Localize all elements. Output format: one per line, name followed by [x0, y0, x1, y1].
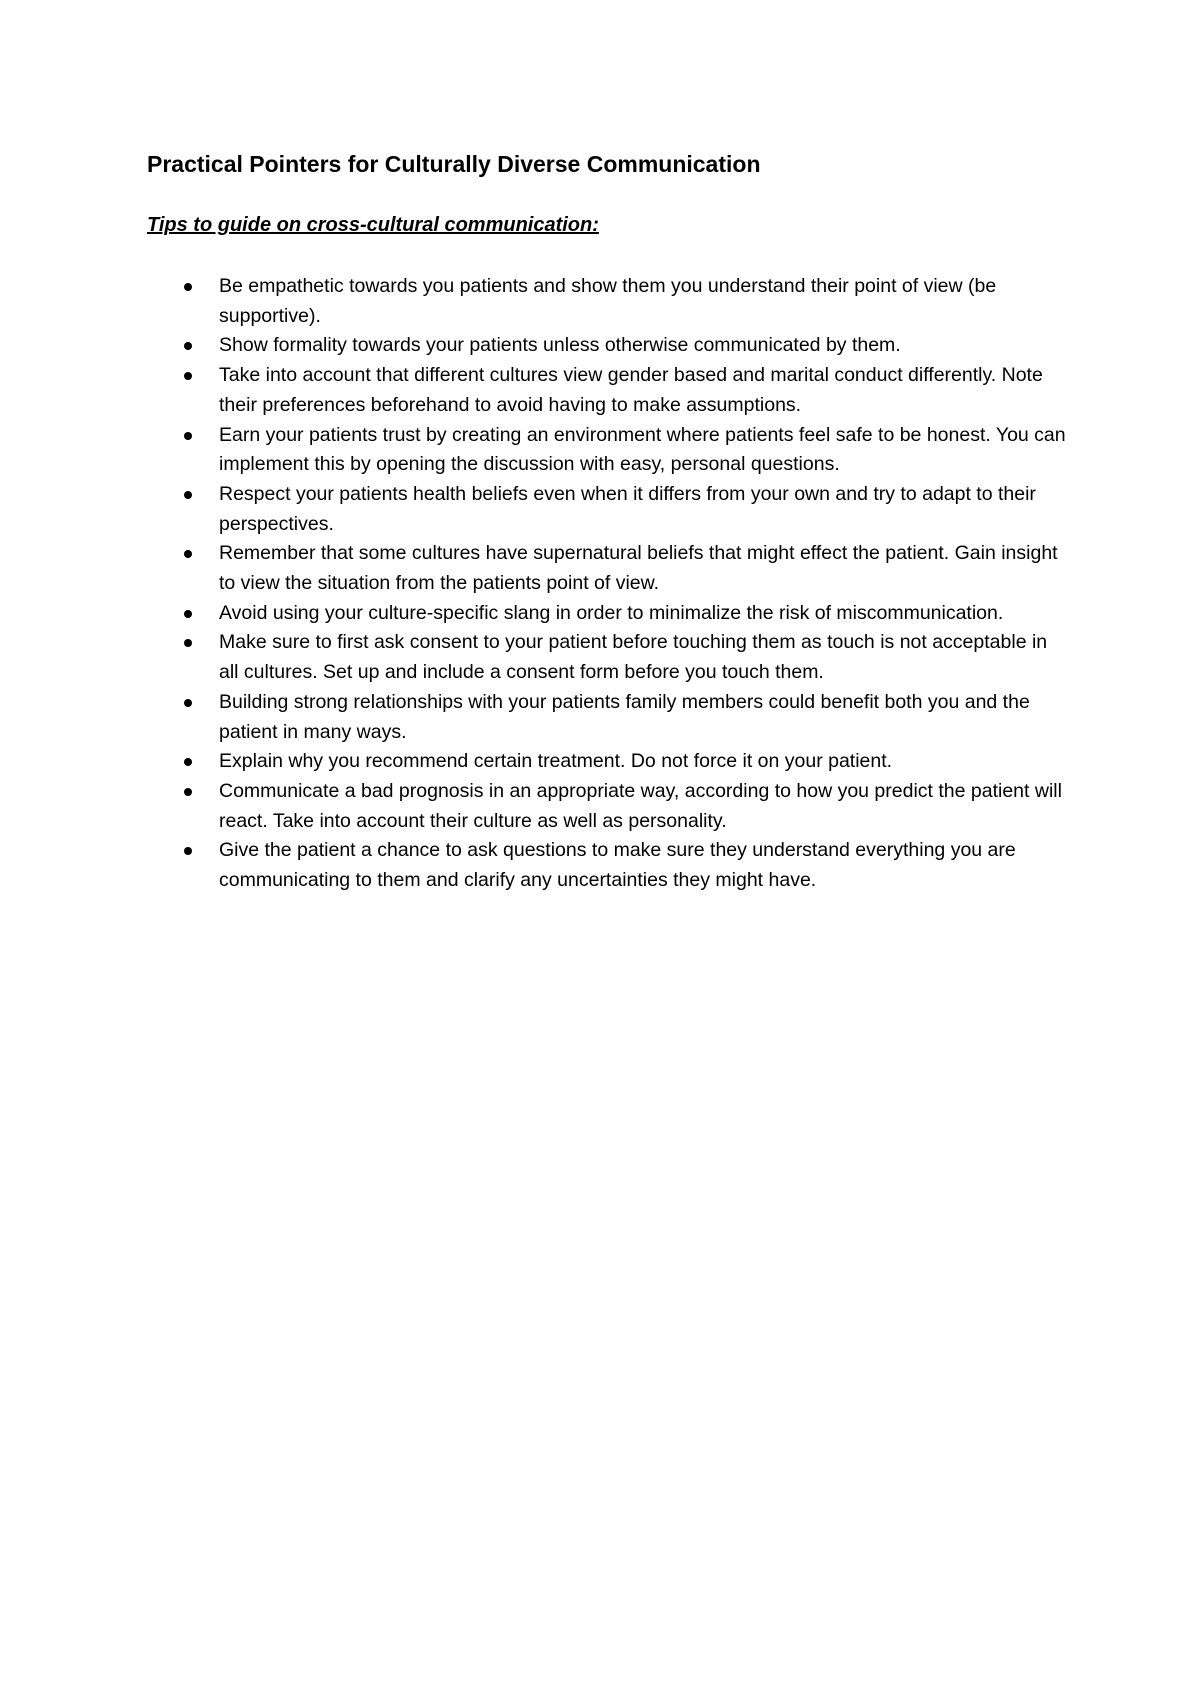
bullet-icon [184, 699, 192, 707]
bullet-icon [184, 372, 192, 380]
tip-text: Show formality towards your patients unless otherwise communicated by them. [219, 334, 901, 357]
tip-text: Remember that some cultures have supernatural beliefs that might effect the patient. Gain insight to view the situation from the patients point of view. [219, 542, 1058, 595]
tip-text: Make sure to first ask consent to your patient before touching them as touch is not acceptable in all cultures. Set up and include a consent form before you touch them. [219, 631, 1048, 684]
tip-text: Give the patient a chance to ask questions to make sure they understand everything you are communicating to them and clarify any uncertainties they might have. [219, 839, 1016, 892]
list-item [219, 777, 1069, 836]
list-item [219, 272, 1069, 331]
tip-text: Avoid using your culture-specific slang in order to minimalize the risk of miscommunication. [219, 601, 1004, 624]
tip-text: Communicate a bad prognosis in an appropriate way, according to how you predict the patient will react. Take into account their culture as well as personality. [219, 779, 1062, 832]
document-title: Practical Pointers for Culturally Diverse Communication [147, 151, 761, 177]
bullet-icon [184, 847, 192, 855]
tips-list [219, 272, 1069, 896]
list-item [219, 361, 1069, 420]
bullet-icon [184, 550, 192, 558]
tip-text: Building strong relationships with your patients family members could benefit both you and the patient in many ways. [219, 690, 1030, 743]
list-item [219, 480, 1069, 539]
bullet-icon [184, 491, 192, 499]
bullet-icon [184, 432, 192, 440]
list-item [219, 421, 1069, 480]
list-item [219, 628, 1069, 687]
bullet-icon [184, 639, 192, 647]
tip-text: Take into account that different cultures view gender based and marital conduct differently. Note their preferences beforehand to avoid having to make assumptions. [219, 364, 1043, 416]
tip-text: Earn your patients trust by creating an environment where patients feel safe to be honest. You can implement this by opening the discussion with easy, personal questions. [219, 423, 1066, 476]
list-item [219, 599, 1069, 629]
bullet-icon [184, 283, 192, 291]
bullet-icon [184, 788, 192, 796]
bullet-icon [184, 342, 192, 350]
section-subtitle: Tips to guide on cross-cultural communication: [147, 214, 599, 236]
list-item [219, 747, 1069, 777]
list-item [219, 836, 1069, 895]
tip-text: Explain why you recommend certain treatment. Do not force it on your patient. [219, 750, 893, 773]
bullet-icon [184, 610, 192, 618]
list-item [219, 539, 1069, 598]
list-item [219, 331, 1069, 361]
list-item [219, 688, 1069, 747]
tip-text: Be empathetic towards you patients and show them you understand their point of view (be supportive). [219, 275, 997, 327]
bullet-icon [184, 758, 192, 766]
tip-text: Respect your patients health beliefs even when it differs from your own and try to adapt to their perspectives. [219, 482, 1036, 535]
